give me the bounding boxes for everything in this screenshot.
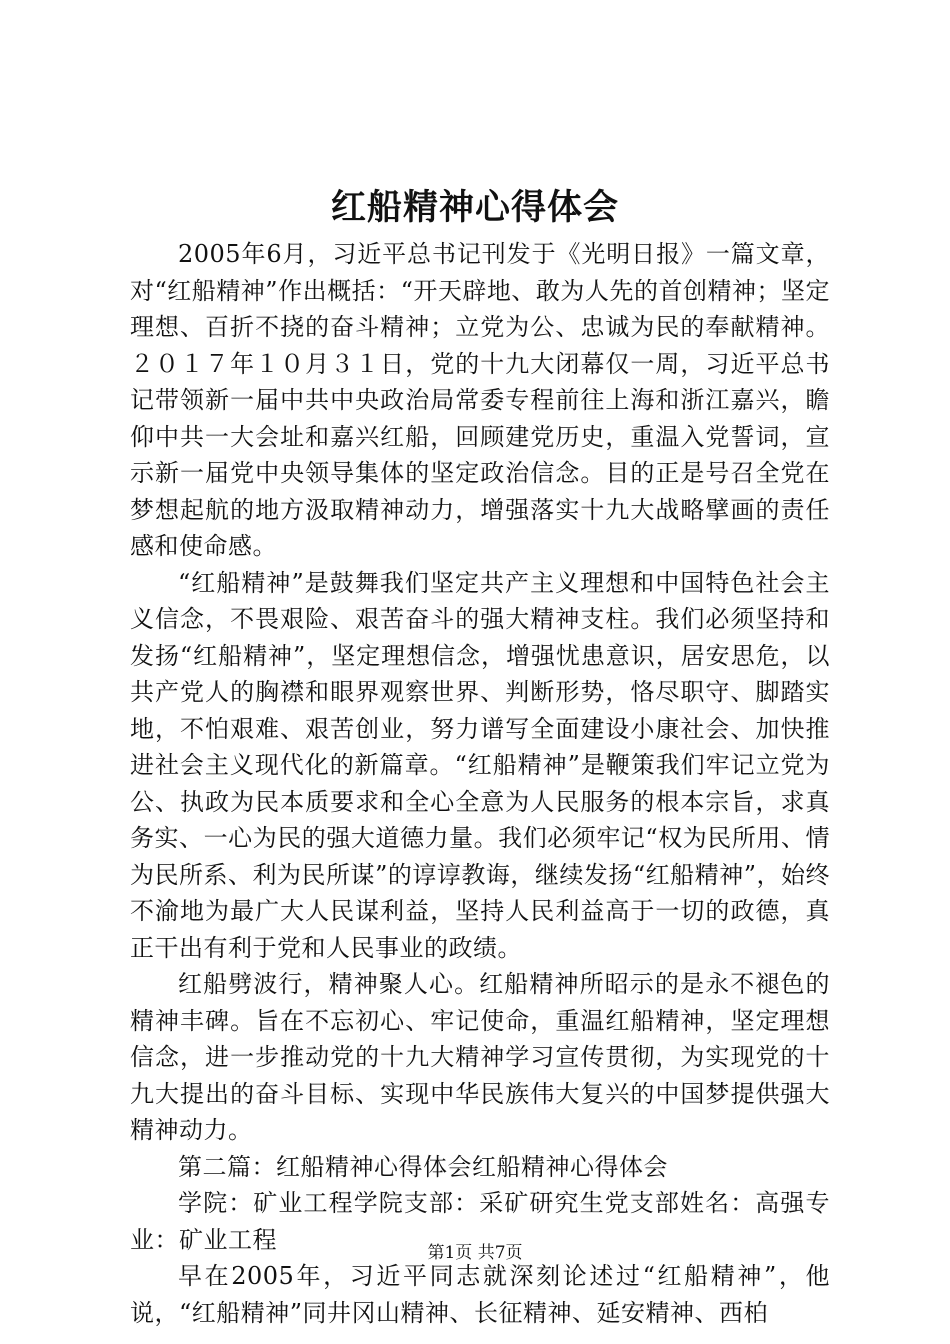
paragraph-6: 早在2005年，习近平同志就深刻论述过“红船精神”，他说，“红船精神”同井冈山精神、长征精神、延安精神、西柏: [130, 1262, 830, 1327]
document-title: 红船精神心得体会: [330, 188, 619, 228]
paragraph-5-author-info: 学院：矿业工程学院支部：采矿研究生党支部姓名：高强专业：矿业工程: [130, 1189, 830, 1254]
paragraph-1: 2005年6月，习近平总书记刊发于《光明日报》一篇文章，对“红船精神”作出概括：“开天辟地、敢为人先的首创精神；坚定理想、百折不挠的奋斗精神；立党为公、忠诚为民的奉献精神。２０１７年１０月３１日，党的十九大闭幕仅一周，习近平总书记带领新一届中共中央政治局常委专程前往上海和浙江嘉兴，瞻仰中共一大会址和嘉兴红船，回顾建党历史，重温入党誓词，宣示新一届党中央领导集体的坚定政治信念。目的正是号召全党在梦想起航的地方汲取精神动力，增强落实十九大战略擘画的责任感和使命感。: [130, 240, 830, 560]
paragraph-4-section-heading: 第二篇：红船精神心得体会红船精神心得体会: [178, 1152, 668, 1181]
page-footer: 第1页 共7页: [427, 1243, 523, 1263]
paragraph-3: 红船劈波行，精神聚人心。红船精神所昭示的是永不褪色的精神丰碑。旨在不忘初心、牢记使命，重温红船精神，坚定理想信念，进一步推动党的十九大精神学习宣传贯彻，为实现党的十九大提出的奋斗目标、实现中华民族伟大复兴的中国梦提供强大精神动力。: [130, 970, 830, 1144]
document-body: [130, 236, 830, 1331]
paragraph-2: “红船精神”是鼓舞我们坚定共产主义理想和中国特色社会主义信念，不畏艰险、艰苦奋斗的强大精神支柱。我们必须坚持和发扬“红船精神”，坚定理想信念，增强忧患意识，居安思危，以共产党人的胸襟和眼界观察世界、判断形势，恪尽职守、脚踏实地，不怕艰难、艰苦创业，努力谱写全面建设小康社会、加快推进社会主义现代化的新篇章。“红船精神”是鞭策我们牢记立党为公、执政为民本质要求和全心全意为人民服务的根本宗旨，求真务实、一心为民的强大道德力量。我们必须牢记“权为民所用、情为民所系、利为民所谋”的谆谆教诲，继续发扬“红船精神”，始终不渝地为最广大人民谋利益，坚持人民利益高于一切的政德，真正干出有利于党和人民事业的政绩。: [130, 568, 830, 962]
